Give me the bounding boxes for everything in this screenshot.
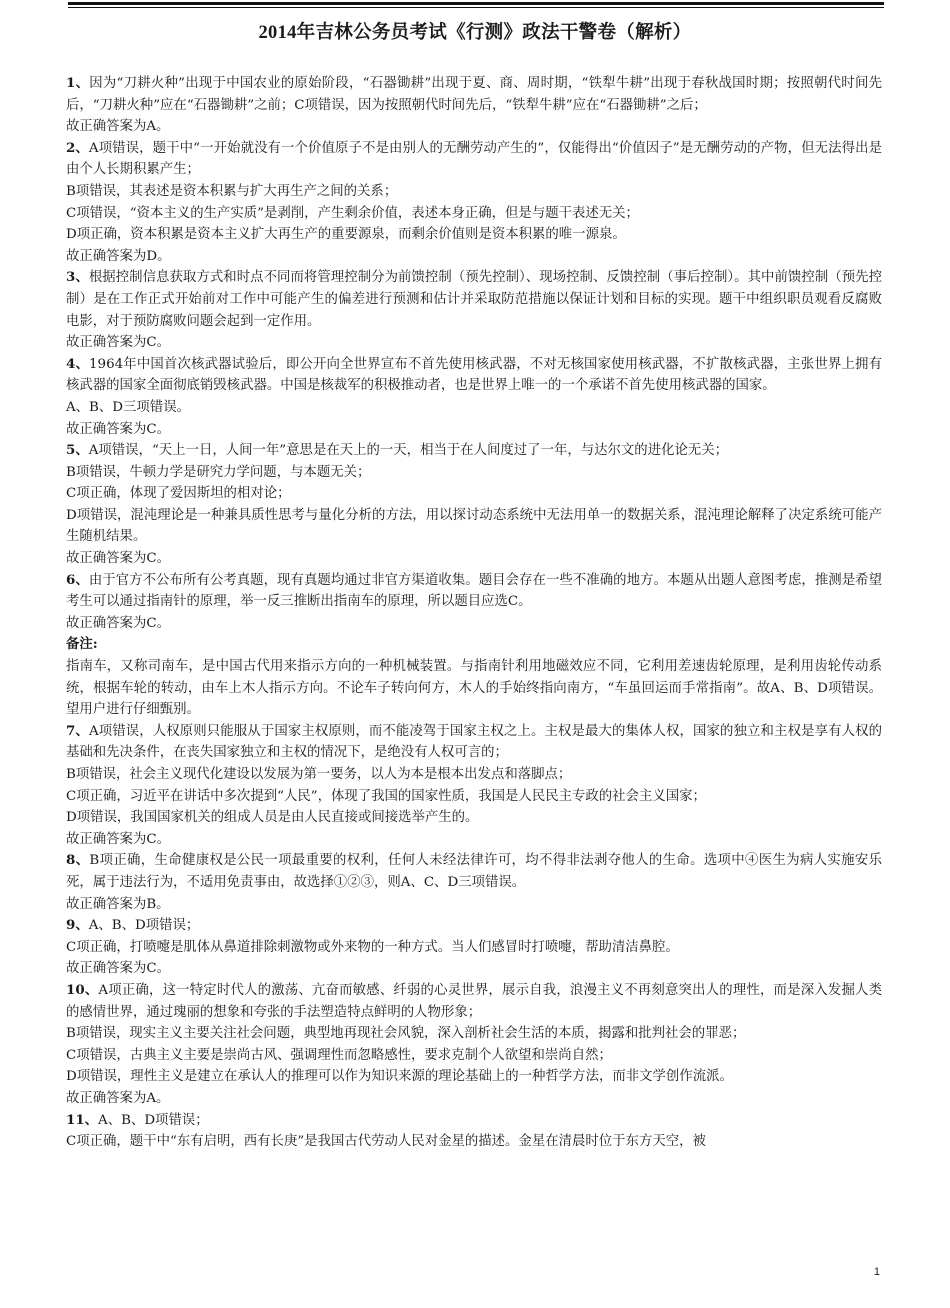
question-number: 3、 [66, 269, 89, 286]
question-start-line [66, 850, 882, 893]
paragraph-text: C项正确，题干中“东有启明，西有长庚”是我国古代劳动人民对金星的描述。金星在清晨时位于东方天空，被 [66, 1134, 706, 1150]
paragraph-text: D项正确，资本积累是资本主义扩大再生产的重要源泉，而剩余价值则是资本积累的唯一源泉。 [66, 227, 626, 243]
paragraph-line [66, 656, 882, 721]
paragraph-text: A项错误，题干中“一开始就没有一个价值原子不是由别人的无酬劳动产生的”，仅能得出“价值因子”是无酬劳动的产物，但无法得出是由个人长期积累产生； [66, 140, 882, 178]
paragraph-text: 故正确答案为C。 [66, 831, 170, 847]
question-start-line [66, 440, 882, 462]
paragraph-line [66, 1088, 882, 1110]
question-start-line [66, 570, 882, 613]
paragraph-line [66, 1045, 882, 1067]
paragraph-text: C项错误，古典主义主要是崇尚古风、强调理性而忽略感性，要求克制个人欲望和崇尚自然； [66, 1047, 612, 1063]
paragraph-line [66, 462, 882, 484]
paragraph-line [66, 397, 882, 419]
question-start-line [66, 1110, 882, 1132]
question-start-line [66, 354, 882, 397]
paragraph-text: 故正确答案为A。 [66, 119, 170, 135]
question-number: 5、 [66, 442, 89, 459]
paragraph-text: 故正确答案为C。 [66, 551, 170, 567]
question-number: 10、 [66, 981, 99, 998]
paragraph-line [66, 332, 882, 354]
paragraph-line [66, 419, 882, 441]
paragraph-text: C项正确，习近平在讲话中多次提到“人民”，体现了我国的国家性质，我国是人民民主专政的社会主义国家； [66, 788, 706, 804]
paragraph-text: 指南车，又称司南车，是中国古代用来指示方向的一种机械装置。与指南针利用地磁效应不同，它利用差速齿轮原理，是利用齿轮传动系统，根据车轮的转动，由车上木人指示方向。不论车子转向何方，木人的手始终指向南方，“车虽回运而手常指南”。故A、B、D项错误。望用户进行仔细甄别。 [66, 659, 882, 718]
paragraph-line [66, 894, 882, 916]
paragraph-text: 故正确答案为C。 [66, 421, 170, 437]
paragraph-text: 故正确答案为A。 [66, 1090, 170, 1106]
paragraph-line [66, 548, 882, 570]
paragraph-text: 故正确答案为C。 [66, 335, 170, 351]
paragraph-text: 备注: [66, 636, 98, 653]
paragraph-text: A项错误，人权原则只能服从于国家主权原则，而不能凌驾于国家主权之上。主权是最大的集体人权，国家的独立和主权是享有人权的基础和先决条件，在丧失国家独立和主权的情况下，是绝没有人权可言的； [66, 723, 882, 761]
paragraph-text: C项正确，打喷嚏是肌体从鼻道排除刺激物或外来物的一种方式。当人们感冒时打喷嚏，帮助清洁鼻腔。 [66, 939, 679, 955]
paragraph-text: 故正确答案为D。 [66, 248, 171, 264]
paragraph-text: C项正确，体现了爱因斯坦的相对论； [66, 486, 291, 502]
paragraph-line [66, 483, 882, 505]
paragraph-text: B项正确，生命健康权是公民一项最重要的权利，任何人未经法律许可，均不得非法剥夺他人的生命。选项中④医生为病人实施安乐死，属于违法行为，不适用免责事由，故选择①②③，则A、C、D三项错误。 [66, 853, 882, 890]
question-number: 4、 [66, 355, 90, 372]
document-body [66, 73, 882, 1153]
question-start-line [66, 721, 882, 764]
paragraph-text: D项错误，混沌理论是一种兼具质性思考与量化分析的方法，用以探讨动态系统中无法用单一的数据关系，混沌理论解释了决定系统可能产生随机结果。 [66, 507, 882, 545]
paragraph-line [66, 613, 882, 635]
paragraph-line [66, 1066, 882, 1088]
paragraph-line [66, 224, 882, 246]
paragraph-text: A项正确，这一特定时代人的激荡、亢奋而敏感、纤弱的心灵世界，展示自我，浪漫主义不再刻意突出人的理性，而是深入发掘人类的感情世界，通过瑰丽的想象和夸张的手法塑造特点鲜明的人物形象； [66, 982, 882, 1020]
paragraph-line [66, 116, 882, 138]
question-start-line [66, 980, 882, 1023]
question-number: 2、 [66, 139, 89, 156]
paragraph-line [66, 786, 882, 808]
paragraph-line [66, 958, 882, 980]
paragraph-text: B项错误，现实主义主要关注社会问题，典型地再现社会风貌，深入剖析社会生活的本质，揭露和批判社会的罪恶； [66, 1026, 746, 1042]
paragraph-text: 因为“刀耕火种”出现于中国农业的原始阶段，“石器锄耕”出现于夏、商、周时期，“铁犁牛耕”出现于春秋战国时期；按照朝代时间先后，“刀耕火种”应在“石器锄耕”之前；C项错误，因为按照朝代时间先后，“铁犁牛耕”应在“石器锄耕”之后； [66, 76, 882, 113]
note-heading [66, 634, 882, 656]
question-number: 9、 [66, 917, 89, 934]
question-number: 1、 [66, 75, 90, 91]
paragraph-line [66, 505, 882, 548]
paragraph-text: 故正确答案为B。 [66, 896, 170, 912]
header-rule-thick [68, 2, 884, 5]
paragraph-text: B项错误，社会主义现代化建设以发展为第一要务，以人为本是根本出发点和落脚点； [66, 767, 572, 782]
paragraph-text: A、B、D三项错误。 [66, 399, 190, 415]
question-number: 11、 [66, 1111, 99, 1128]
paragraph-text: 由于官方不公布所有公考真题，现有真题均通过非官方渠道收集。题目会存在一些不准确的地方。本题从出题人意图考虑，推测是希望考生可以通过指南针的原理，举一反三推断出指南车的原理，所以题目应选C。 [66, 572, 882, 610]
page-title: 2014年吉林公务员考试《行测》政法干警卷（解析） [258, 23, 692, 43]
paragraph-line [66, 937, 882, 959]
paragraph-line [66, 1131, 882, 1153]
paragraph-line [66, 764, 882, 786]
paragraph-line [66, 181, 882, 203]
paragraph-text: C项错误，“资本主义的生产实质”是剥削，产生剩余价值，表述本身正确，但是与题干表述无关； [66, 205, 639, 221]
paragraph-text: 根据控制信息获取方式和时点不同而将管理控制分为前馈控制（预先控制）、现场控制、反馈控制（事后控制）。其中前馈控制（预先控制）是在工作正式开始前对工作中可能产生的偏差进行预测和估计并采取防范措施以保证计划和目标的实现。题干中组织职员观看反腐败电影，对于预防腐败问题会起到一定作用。 [66, 270, 882, 329]
question-number: 8、 [66, 852, 90, 869]
paragraph-text: B项错误，其表述是资本积累与扩大再生产之间的关系； [66, 183, 398, 199]
paragraph-text: A项错误，“天上一日，人间一年”意思是在天上的一天，相当于在人间度过了一年，与达尔文的进化论无关； [88, 443, 729, 459]
paragraph-line [66, 829, 882, 851]
question-number: 7、 [66, 722, 89, 739]
paragraph-text: D项错误，我国国家机关的组成人员是由人民直接或间接选举产生的。 [66, 810, 479, 826]
paragraph-text: 故正确答案为C。 [66, 961, 170, 977]
question-start-line [66, 267, 882, 332]
paragraph-line [66, 1023, 882, 1045]
paragraph-line [66, 246, 882, 268]
paragraph-text: A、B、D项错误； [98, 1112, 209, 1128]
header-rule-thin [68, 7, 884, 8]
paragraph-text: A、B、D项错误； [88, 918, 200, 934]
question-start-line [66, 73, 882, 116]
question-number: 6、 [66, 571, 89, 588]
question-start-line [66, 138, 882, 181]
paragraph-line [66, 807, 882, 829]
paragraph-text: D项错误，理性主义是建立在承认人的推理可以作为知识来源的理论基础上的一种哲学方法，而非文学创作流派。 [66, 1069, 733, 1085]
paragraph-text: 故正确答案为C。 [66, 615, 170, 631]
paragraph-text: B项错误，牛顿力学是研究力学问题，与本题无关； [66, 464, 371, 480]
question-start-line [66, 915, 882, 937]
paragraph-line [66, 203, 882, 225]
paragraph-text: 1964年中国首次核武器试验后，即公开向全世界宣布不首先使用核武器，不对无核国家使用核武器，不扩散核武器，主张世界上拥有核武器的国家全面彻底销毁核武器。中国是核裁军的积极推动者，也是世界上唯一的一个承诺不首先使用核武器的国家。 [66, 356, 882, 394]
page-number: 1 [873, 1266, 880, 1278]
